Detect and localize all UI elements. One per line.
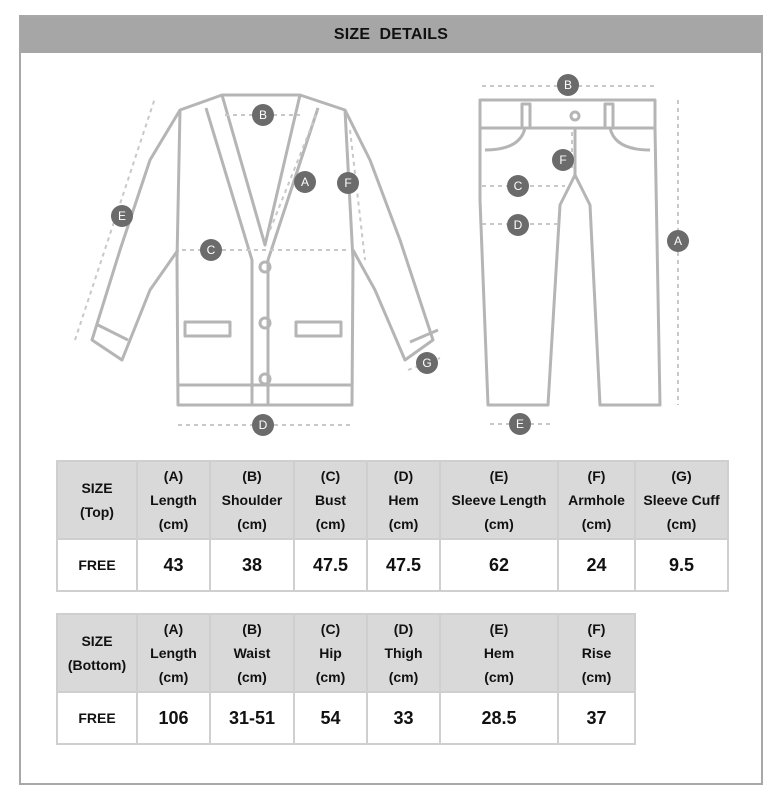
marker-e-pants — [509, 413, 531, 435]
bottom-col-rise: (F) Rise (cm) — [558, 614, 635, 692]
top-table-row-free — [57, 539, 728, 591]
svg-text:E: E — [117, 209, 127, 223]
bottom-value-rise: 37 — [558, 692, 635, 744]
svg-text:F: F — [559, 153, 567, 167]
marker-c-cardigan — [200, 239, 222, 261]
top-value-hem: 47.5 — [367, 539, 440, 591]
marker-a-pants — [667, 230, 689, 252]
svg-text:F: F — [344, 176, 352, 190]
bottom-value-hem: 28.5 — [440, 692, 558, 744]
marker-d-cardigan — [252, 414, 274, 436]
bottom-col-length: (A) Length (cm) — [137, 614, 210, 692]
top-table-header-row — [57, 461, 728, 539]
top-col-bust: (C) Bust (cm) — [294, 461, 367, 539]
top-col-shoulder: (B) Shoulder (cm) — [210, 461, 294, 539]
bottom-table-header-row — [57, 614, 635, 692]
marker-b-cardigan — [252, 104, 274, 126]
svg-text:E: E — [515, 417, 525, 431]
svg-text:D: D — [258, 418, 268, 432]
pants-guides — [482, 86, 678, 424]
top-value-length: 43 — [137, 539, 210, 591]
marker-d-pants — [507, 214, 529, 236]
top-col-sleeve-cuff: (G) Sleeve Cuff (cm) — [635, 461, 728, 539]
marker-g-cardigan — [416, 352, 438, 374]
marker-f-cardigan — [337, 172, 359, 194]
marker-f-pants — [552, 149, 574, 171]
top-value-sleeve-cuff: 9.5 — [635, 539, 728, 591]
bottom-value-hip: 54 — [294, 692, 367, 744]
top-value-bust: 47.5 — [294, 539, 367, 591]
top-col-hem: (D) Hem (cm) — [367, 461, 440, 539]
bottom-col-hem: (E) Hem (cm) — [440, 614, 558, 692]
svg-text:B: B — [563, 78, 573, 92]
bottom-table-row-free — [57, 692, 635, 744]
top-col-length: (A) Length (cm) — [137, 461, 210, 539]
marker-c-pants — [507, 175, 529, 197]
marker-a-cardigan — [294, 171, 316, 193]
pants-sketch — [480, 100, 660, 405]
svg-text:C: C — [513, 179, 523, 193]
svg-text:G: G — [422, 356, 432, 370]
top-value-armhole: 24 — [558, 539, 635, 591]
page-title: SIZE DETAILS — [21, 17, 761, 53]
bottom-value-waist: 31-51 — [210, 692, 294, 744]
svg-text:D: D — [513, 218, 523, 232]
svg-text:A: A — [300, 175, 310, 189]
top-value-shoulder: 38 — [210, 539, 294, 591]
bottom-col-thigh: (D) Thigh (cm) — [367, 614, 440, 692]
bottom-value-length: 106 — [137, 692, 210, 744]
cardigan-guides — [75, 98, 440, 425]
bottom-col-waist: (B) Waist (cm) — [210, 614, 294, 692]
top-col-armhole: (F) Armhole (cm) — [558, 461, 635, 539]
top-value-sleeve-length: 62 — [440, 539, 558, 591]
top-size-label-cell: SIZE (Top) — [57, 461, 137, 539]
bottom-size-free: FREE — [57, 692, 137, 744]
bottom-size-table — [56, 613, 636, 745]
marker-e-cardigan — [111, 205, 133, 227]
svg-text:A: A — [673, 234, 683, 248]
top-size-table — [56, 460, 729, 592]
svg-text:C: C — [206, 243, 216, 257]
marker-b-pants — [557, 74, 579, 96]
top-col-sleeve-length: (E) Sleeve Length (cm) — [440, 461, 558, 539]
top-size-free: FREE — [57, 539, 137, 591]
bottom-col-hip: (C) Hip (cm) — [294, 614, 367, 692]
bottom-value-thigh: 33 — [367, 692, 440, 744]
bottom-size-label-cell: SIZE (Bottom) — [57, 614, 137, 692]
svg-text:B: B — [258, 108, 268, 122]
